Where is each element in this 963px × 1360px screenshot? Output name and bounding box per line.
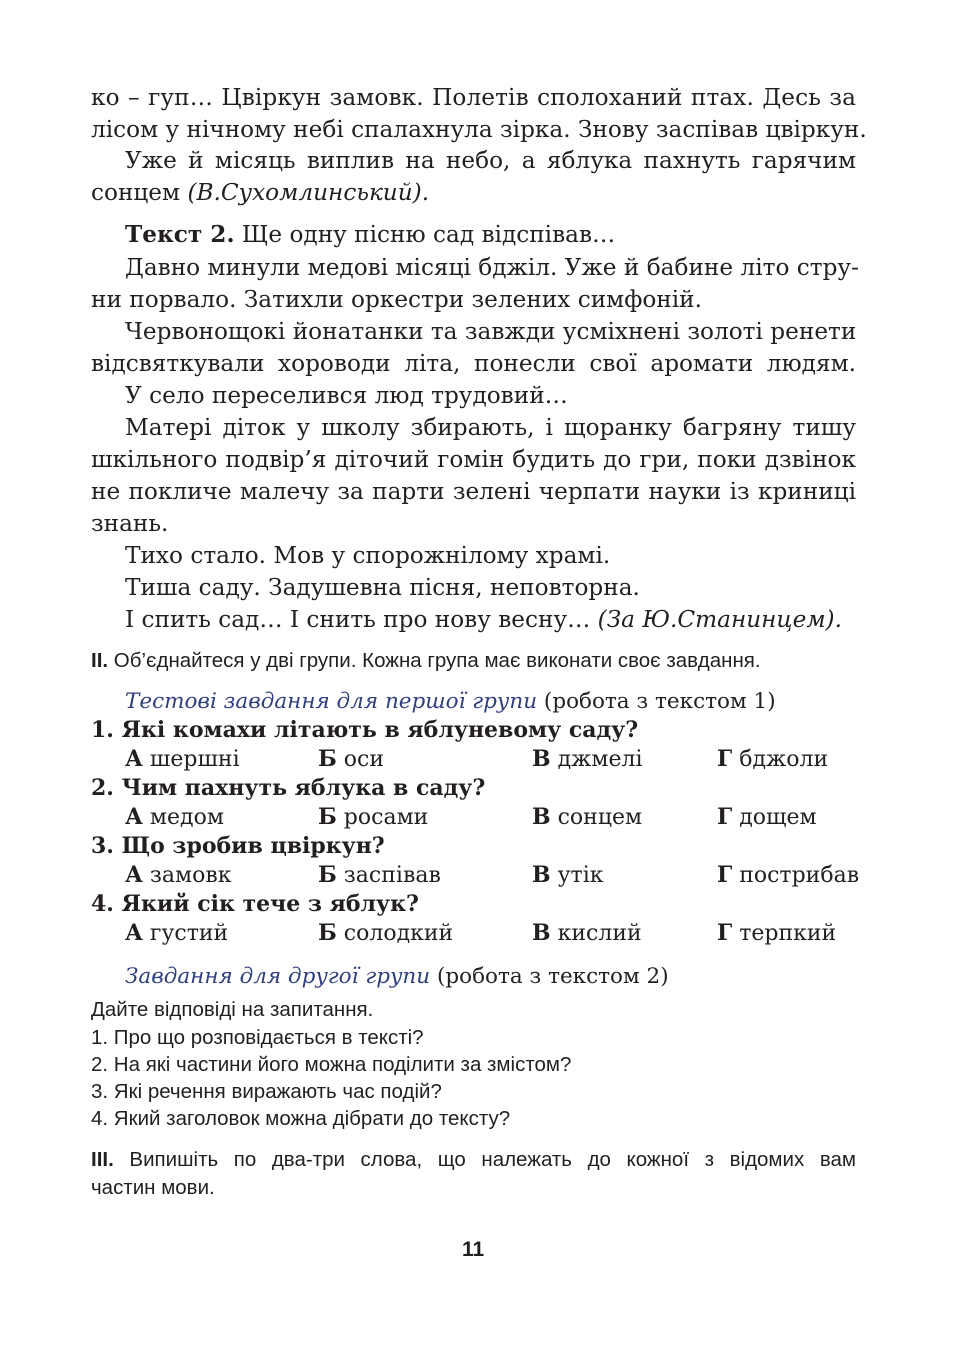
text1-line-1-text: ко – гуп… Цвіркун замовк. Полетів сполоханий птах. Десь за xyxy=(91,84,856,111)
text2-heading-rest: Ще одну пісню сад відспівав… xyxy=(234,221,616,248)
text2-line-1-text: Давно минули медові місяці бджіл. Уже й бабине літо стру- xyxy=(125,254,859,281)
question-1-text: 1. Які комахи літають в яблуневому саду? xyxy=(91,717,639,743)
section-2-numeral: II. xyxy=(91,649,109,672)
q3-option-d xyxy=(717,862,859,888)
group-2-item-1 xyxy=(91,1026,424,1050)
group-1-heading xyxy=(125,689,776,714)
text2-line-2 xyxy=(91,286,702,313)
q3-option-a-letter: А xyxy=(125,862,143,888)
q1-option-a xyxy=(125,746,240,772)
section-3-line-2 xyxy=(91,1176,215,1200)
text2-line-11-text: Тиша саду. Задушевна пісня, неповторна. xyxy=(125,574,640,601)
q2-option-d-text: дощем xyxy=(732,805,817,830)
text2-line-1 xyxy=(125,254,859,281)
q4-option-d-letter: Г xyxy=(717,920,733,946)
q1-option-c xyxy=(532,746,643,772)
text2-line-6 xyxy=(125,414,856,441)
q1-option-b xyxy=(318,746,384,772)
q4-option-d-text: терпкий xyxy=(732,921,837,946)
q3-option-c-letter: В xyxy=(532,862,551,888)
group-2-item-3 xyxy=(91,1080,442,1104)
q1-option-b-text: оси xyxy=(336,747,385,772)
text2-source: (За Ю.Станинцем). xyxy=(597,606,842,633)
q3-option-b-letter: Б xyxy=(318,862,337,888)
q2-option-c xyxy=(532,804,642,830)
text1-line-4 xyxy=(91,179,429,206)
text2-line-4 xyxy=(91,350,856,377)
text2-line-8-text: не покличе малечу за парти зелені черпати науки із криниці xyxy=(91,478,856,505)
q1-option-c-text: джмелі xyxy=(550,747,643,772)
q3-option-a xyxy=(125,862,232,888)
question-3 xyxy=(91,833,385,859)
text2-line-9 xyxy=(91,510,168,537)
section-3-line-1-text: Випишіть по два-три слова, що належать до кожної з відомих вам xyxy=(113,1148,856,1171)
question-4-text: 4. Який сік тече з яблук? xyxy=(91,891,419,917)
question-2-text: 2. Чим пахнуть яблука в саду? xyxy=(91,775,486,801)
text2-line-5-text: У село переселився люд трудовий… xyxy=(125,382,568,409)
group-2-heading xyxy=(125,964,669,989)
text2-line-10-text: Тихо стало. Мов у спорожнілому храмі. xyxy=(125,542,611,569)
q2-option-c-letter: В xyxy=(532,804,551,830)
text1-line-3 xyxy=(125,147,856,174)
section-2-instruction xyxy=(91,649,761,673)
question-4 xyxy=(91,891,419,917)
group-2-item-2-text: 2. На які частини його можна поділити за змістом? xyxy=(91,1053,572,1076)
q3-option-c xyxy=(532,862,604,888)
group-1-title: Тестові завдання для першої групи xyxy=(125,689,538,714)
question-1 xyxy=(91,717,638,743)
text2-heading-label: Текст 2. xyxy=(125,221,235,248)
q3-option-c-text: утік xyxy=(550,863,604,888)
text2-line-10 xyxy=(125,542,610,569)
section-3-line-1 xyxy=(91,1148,856,1172)
q3-option-d-letter: Г xyxy=(717,862,733,888)
q1-option-a-letter: А xyxy=(125,746,143,772)
q4-option-b-text: солодкий xyxy=(336,921,454,946)
q3-option-b xyxy=(318,862,441,888)
group-2-intro-text: Дайте відповіді на запитання. xyxy=(91,998,374,1021)
group-2-item-4 xyxy=(91,1107,510,1131)
text2-line-7-text: шкільного подвір’я діточий гомін будить до гри, поки дзвінок xyxy=(91,446,856,473)
q4-option-d xyxy=(717,920,836,946)
section-3-line-1-wrap xyxy=(91,1148,856,1172)
section-3-line-2-text: частин мови. xyxy=(91,1176,215,1199)
text2-line-11 xyxy=(125,574,640,601)
q4-option-c-letter: В xyxy=(532,920,551,946)
q2-option-b-text: росами xyxy=(336,805,429,830)
q2-option-b-letter: Б xyxy=(318,804,337,830)
text2-line-5 xyxy=(125,382,568,409)
text2-line-8 xyxy=(91,478,856,505)
text1-line-3-text: Уже й місяць виплив на небо, а яблука пахнуть гарячим xyxy=(125,147,856,174)
q4-option-a-text: густий xyxy=(142,921,229,946)
group-2-note: (робота з текстом 2) xyxy=(430,964,669,989)
q2-option-a-letter: А xyxy=(125,804,143,830)
group-2-item-2 xyxy=(91,1053,571,1077)
text1-line-4-text: сонцем xyxy=(91,179,188,206)
text2-line-4-text: відсвяткували хороводи літа, понесли свої аромати людям. xyxy=(91,350,856,377)
text2-line-12 xyxy=(125,606,842,633)
group-2-item-1-text: 1. Про що розповідається в тексті? xyxy=(91,1026,424,1049)
q1-option-c-letter: В xyxy=(532,746,551,772)
q3-option-d-text: пострибав xyxy=(732,863,860,888)
q3-option-b-text: заспівав xyxy=(336,863,441,888)
text1-line-1 xyxy=(91,84,856,111)
group-2-item-4-text: 4. Який заголовок можна дібрати до тексту? xyxy=(91,1107,511,1130)
q4-option-b-letter: Б xyxy=(318,920,337,946)
q2-option-d-letter: Г xyxy=(717,804,733,830)
text2-line-3 xyxy=(125,318,856,345)
group-1-note: (робота з текстом 1) xyxy=(537,689,776,714)
q4-option-a xyxy=(125,920,228,946)
text2-line-12-text: І спить сад… І снить про нову весну… xyxy=(125,606,598,633)
q2-option-d xyxy=(717,804,817,830)
group-2-intro xyxy=(91,998,373,1022)
q2-option-b xyxy=(318,804,428,830)
text2-line-2-text: ни порвало. Затихли оркестри зелених симфоній. xyxy=(91,286,702,313)
q4-option-c xyxy=(532,920,642,946)
page-number: 11 xyxy=(462,1238,485,1261)
q3-option-a-text: замовк xyxy=(142,863,232,888)
question-3-text: 3. Що зробив цвіркун? xyxy=(91,833,385,859)
q2-option-a xyxy=(125,804,224,830)
group-2-item-3-text: 3. Які речення виражають час подій? xyxy=(91,1080,442,1103)
section-2-text: Об’єднайтеся у дві групи. Кожна група має виконати своє завдання. xyxy=(108,649,761,672)
text2-line-3-text: Червонощокі йонатанки та завжди усміхнені золоті ренети xyxy=(125,318,857,345)
q4-option-b xyxy=(318,920,453,946)
text1-line-2 xyxy=(91,116,867,143)
q2-option-c-text: сонцем xyxy=(550,805,643,830)
text2-line-9-text: знань. xyxy=(91,510,169,537)
group-2-title: Завдання для другої групи xyxy=(125,964,431,989)
q4-option-a-letter: А xyxy=(125,920,143,946)
q1-option-a-text: шершні xyxy=(142,747,240,772)
text1-source: (В.Сухомлинський). xyxy=(187,179,430,206)
q2-option-a-text: медом xyxy=(142,805,224,830)
q1-option-d-letter: Г xyxy=(717,746,733,772)
q1-option-b-letter: Б xyxy=(318,746,337,772)
q1-option-d-text: бджоли xyxy=(732,747,829,772)
text2-line-7 xyxy=(91,446,856,473)
text1-line-2-text: лісом у нічному небі спалахнула зірка. Знову заспівав цвіркун. xyxy=(91,116,867,143)
q4-option-c-text: кислий xyxy=(550,921,642,946)
text2-line-6-text: Матері діток у школу збирають, і щоранку багряну тишу xyxy=(125,414,856,441)
section-3-numeral: III. xyxy=(91,1148,114,1171)
question-2 xyxy=(91,775,485,801)
q1-option-d xyxy=(717,746,828,772)
text2-heading xyxy=(125,221,615,248)
